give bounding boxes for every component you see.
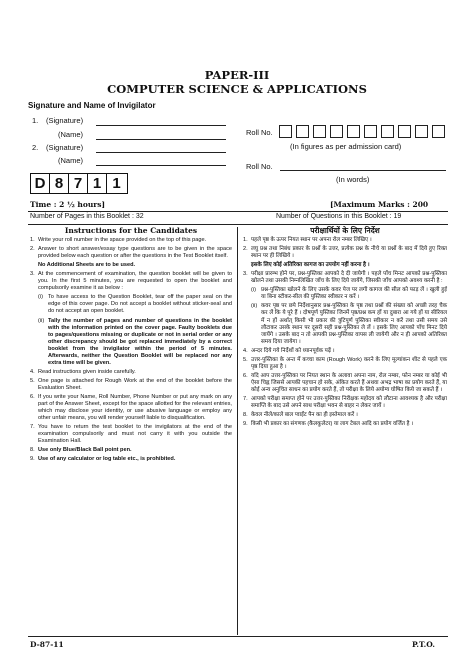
roll-box[interactable] xyxy=(330,125,343,138)
invigilator-1-num: 1. xyxy=(32,116,39,125)
list-item: 9. Use of any calculator or log table etc., is prohibited. xyxy=(30,456,176,463)
list-item: 8. केवल नीले/काले बाल प्वाईंट पैन का ही इस्तेमाल करें । xyxy=(243,412,358,419)
roll-box[interactable] xyxy=(432,125,445,138)
invigilator-1-name-line[interactable] xyxy=(96,139,226,140)
list-item: 1. Write your roll number in the space provided on the top of this page. xyxy=(30,237,207,244)
list-item: 2. लघु प्रश्न तथा निबंध प्रकार के प्रश्नों के उत्तर, प्रत्येक प्रश्न के नीचे या प्रश्नों के बाद में दिये हुए रिक्त स्थान पर ही लिखिये । xyxy=(243,246,447,260)
list-item: इसके लिए कोई अतिरिक्त कागज का उपयोग नहीं करना है । xyxy=(251,262,370,269)
instructions-english xyxy=(30,227,232,465)
code-box: 1 xyxy=(112,175,121,192)
list-item: 4. अन्दर दिये गये निर्देशों को ध्यानपूर्वक पढ़ें । xyxy=(243,347,335,354)
instructions-hindi xyxy=(243,227,447,430)
list-item: 4. Read instructions given inside carefully. xyxy=(30,368,136,375)
invigilator-2-num: 2. xyxy=(32,143,39,152)
list-item: 5. उत्तर-पुस्तिका के अन्त में कच्चा काम (Rough Work) करने के लिए मूल्यांकन शीट से पहले एक पृष्ठ दिया हुआ है । xyxy=(243,356,447,370)
invigilator-1-signature-label: (Signature) xyxy=(46,116,84,125)
list-item: 2. Answer to short answer/essay type questions are to be given in the space provided below each question or after the questions in the Test Booklet itself. xyxy=(30,246,232,260)
footer-code: D-87-11 xyxy=(30,640,64,649)
booklet-code-boxes xyxy=(30,173,128,194)
invigilator-2-name-label: (Name) xyxy=(58,156,84,165)
code-box: 7 xyxy=(69,174,88,193)
divider-top xyxy=(28,211,448,212)
roll-no-words-label: Roll No. xyxy=(246,162,273,171)
time-label: Time : 2 ½ hours] xyxy=(30,200,106,209)
column-separator xyxy=(237,227,238,635)
instructions-hindi-heading: परीक्षार्थियों के लिए निर्देश xyxy=(310,226,380,235)
invigilator-2-name-line[interactable] xyxy=(96,165,226,166)
subject-title: COMPUTER SCIENCE & APPLICATIONS xyxy=(107,82,367,96)
roll-words-note: (In words) xyxy=(336,175,370,184)
list-item: 3. परीक्षा प्रारम्भ होने पर, प्रश्न-पुस्तिका आपको दे दी जायेगी । पहले पाँच मिनट आपको प्रश्न-पुस्तिका खोलने तथा उसकी निम्नलिखित जाँच के लिए दिये जायेंगे, जिसकी जाँच आपको अवश्य करनी है : xyxy=(243,271,447,285)
list-item: 7. You have to return the test booklet to the invigilators at the end of the examination compulsorily and must not carry it with you outside the Examination Hall. xyxy=(30,424,232,445)
code-box: D xyxy=(31,174,50,193)
list-item: 1. पहले पृष्ठ के ऊपर नियत स्थान पर अपना रोल नम्बर लिखिए । xyxy=(243,237,372,244)
roll-box[interactable] xyxy=(347,125,360,138)
pages-count: Number of Pages in this Booklet : 32 xyxy=(30,213,144,220)
instructions-english-heading: Instructions for the Candidates xyxy=(64,226,198,235)
max-marks: [Maximum Marks : 200 xyxy=(330,200,429,209)
list-item: 5. One page is attached for Rough Work at the end of the booklet before the Evaluation Sheet. xyxy=(30,377,232,391)
invigilator-1-signature-line[interactable] xyxy=(96,125,226,126)
list-subitem: (i) प्रश्न-पुस्तिका खोलने के लिए उसके कवर पेज पर लगी कागज की सील को फाड़ लें । खुली हुई या बिना स्टीकर-सील की पुस्तिका स्वीकार न करें । xyxy=(251,287,447,301)
roll-box[interactable] xyxy=(313,125,326,138)
roll-figures-note: (In figures as per admission card) xyxy=(290,142,402,151)
list-item: 7. आपको परीक्षा समाप्त होने पर उत्तर-पुस्तिका निरीक्षक महोदय को लौटाना आवश्यक है और परीक्षा समाप्ति के बाद उसे अपने साथ परीक्षा भवन से बाहर न लेकर जायें । xyxy=(243,395,447,410)
roll-box[interactable] xyxy=(415,125,428,138)
roll-box[interactable] xyxy=(279,125,292,138)
list-item: 6. If you write your Name, Roll Number, Phone Number or put any mark on any part of the Answer Sheet, except for the space allotted for the relevant entries, which may disclose your identity, or use abusive language or employ any other unfair means, you will render yourself liable to disqualification. xyxy=(30,393,232,422)
code-box: 1 xyxy=(88,174,107,193)
list-item: 9. किसी भी प्रकार का संगणक (कैलकुलेटर) या लाग टेबल आदि का प्रयोग वर्जित है । xyxy=(243,421,414,428)
divider-bottom xyxy=(28,636,448,637)
list-item: 6. यदि आप उत्तर-पुस्तिका पर नियत स्थान के अलावा अपना नाम, रोल नम्बर, फोन नम्बर या कोई भी ऐसा चिह्न जिससे आपकी पहचान हो सके, अंकित करते हैं अथवा अभद्र भाषा का प्रयोग करते हैं, या कोई अन्य अनुचित साधन का प्रयोग करते हैं, तो परीक्षा के लिये अयोग्य घोषित किये जा सकते हैं । xyxy=(243,372,447,393)
paper-number: PAPER-III xyxy=(204,68,270,82)
list-subitem: (i) To have access to the Question Booklet, tear off the paper seal on the edge of this cover page. Do not accept a booklet without sticker-seal and do not accept an open booklet. xyxy=(38,294,232,315)
invigilator-2-signature-line[interactable] xyxy=(96,152,226,153)
list-item: 3. At the commencement of examination, the question booklet will be given to you. In the first 5 minutes, you are requested to open the booklet and compulsorily examine it as below : xyxy=(30,271,232,292)
list-subitem: (ii) कवर पृष्ठ पर छपे निर्देशानुसार प्रश्न-पुस्तिका के पृष्ठ तथा प्रश्नों की संख्या को अच्छी तरह चैक कर लें कि ये पूरे हैं । दोषपूर्ण पुस्तिका जिनमें पृष्ठ/प्रश्न कम हों या दुबारा आ गये हों या सीरियल में न हों अर्थात् किसी भी प्रकार की त्रुटिपूर्ण पुस्तिका स्वीकार न करें तथा उसी समय उसे लौटाकर उसके स्थान पर दूसरी सही प्रश्न-पुस्तिका ले लें । इसके लिए आपको पाँच मिनट दिये जायेंगे । उसके बाद न तो आपकी प्रश्न-पुस्तिका वापस ली जायेगी और न ही आपको अतिरिक्त समय दिया जायेगा । xyxy=(251,303,447,345)
roll-box[interactable] xyxy=(296,125,309,138)
code-box: 8 xyxy=(50,174,69,193)
roll-box[interactable] xyxy=(381,125,394,138)
invigilator-2-signature-label: (Signature) xyxy=(46,143,84,152)
footer-pto: P.T.O. xyxy=(412,640,435,649)
roll-box[interactable] xyxy=(398,125,411,138)
roll-no-label: Roll No. xyxy=(246,128,273,137)
divider-mid xyxy=(28,224,448,225)
list-item: No Additional Sheets are to be used. xyxy=(38,262,136,269)
list-item: 8. Use only Blue/Black Ball point pen. xyxy=(30,447,132,454)
invigilator-1-name-label: (Name) xyxy=(58,130,84,139)
signature-heading: Signature and Name of Invigilator xyxy=(28,101,156,110)
list-subitem: (ii) Tally the number of pages and number of questions in the booklet with the information printed on the cover page. Faulty booklets due to pages/questions missing or duplicate or not in serial order or any other discrepancy should be got replaced immediately by a correct booklet from the invigilator within the period of 5 minutes. Afterwards, neither the Question Booklet will be replaced nor any extra time will be given. xyxy=(38,317,232,366)
questions-count: Number of Questions in this Booklet : 19 xyxy=(276,213,402,220)
roll-box[interactable] xyxy=(364,125,377,138)
roll-no-words-line[interactable] xyxy=(280,170,446,171)
